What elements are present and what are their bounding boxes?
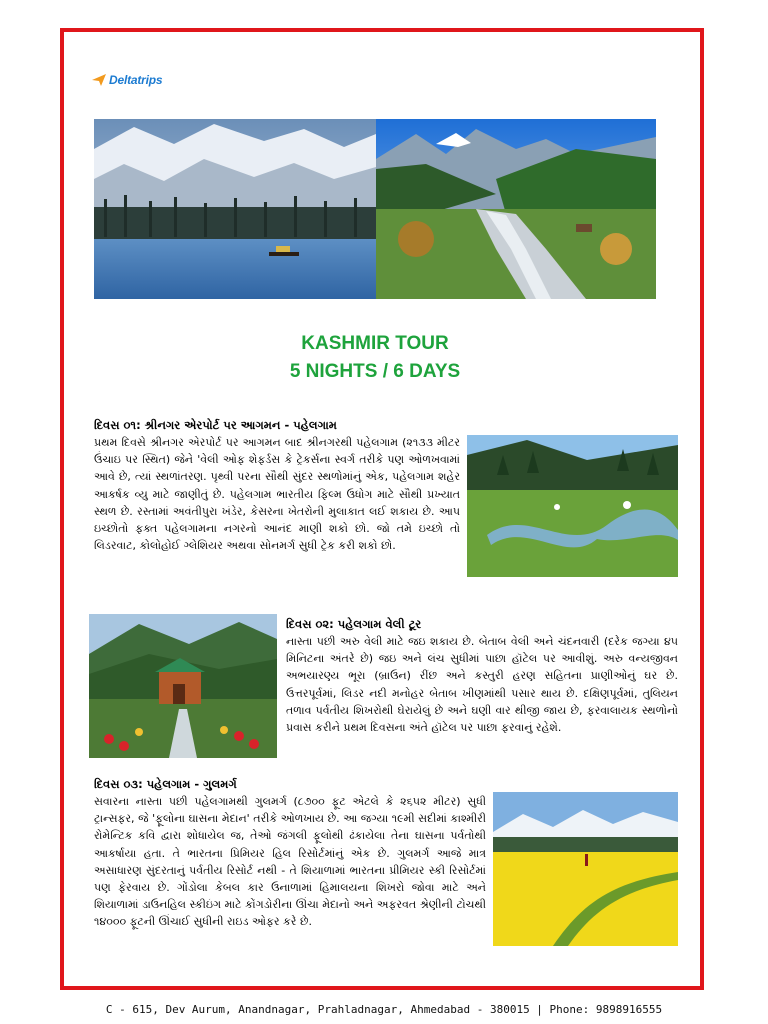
- valley-river-image: [376, 119, 656, 299]
- day-1-heading: દિવસ ૦૧: શ્રીનગર એરપોર્ટ પર આગમન - પહેલગામ: [94, 418, 337, 432]
- day-2-body: નાસ્તા પછી અરુ વેલી માટે જઇ શકાય છે. બેતાબ વેલી અને ચંદનવારી (દરેક જગ્યા ૪૫ મિનિટના અંતરે છે) જઇ અને લંચ સુધીમાં પાછા હૉટેલ પર આવીશું. અરુ વન્યજીવન અભયારણ્ય ભૂરા (બ્રાઉન) રીંછ અને કસ્તુરી હરણ સહિતના પ્રાણીઓનું ઘર છે. ઉત્તરપૂર્વમાં, લિડર નદી મનોહર બેતાબ ખીણમાંથી પસાર થાય છે. દક્ષિણપૂર્વમાં, તુલિયન તળાવ પર્વતીય શિખરોથી ઘેરાયેલું છે અને ઘણી વાર થીજી જાય છે, ફરવાલાયક સ્થળોનો પ્રવાસ કરીને પ્રથમ દિવસના અંતે હૉટેલ પર પાછા ફરવાનું રહેશે.: [286, 635, 678, 735]
- footer-address: C - 615, Dev Aurum, Anandnagar, Prahladnagar, Ahmedabad - 380015 | Phone: 9898916555: [105, 1003, 663, 1016]
- day-1-body: પ્રથમ દિવસે શ્રીનગર એરપોર્ટ પર આગમન બાદ શ્રીનગરથી પહેલગામ (૨૧૩૩ મીટર ઉંચાઇ પર સ્થિત) જેને 'વેલી ઓફ શેફર્ડસ કે ટ્રેકર્સના સ્વર્ગ તરીકે પણ ઓળખવામાં આવે છે, ત્યાં સ્થળાંતરણ. પૃથ્વી પરના સૌથી સુંદર સ્થળોમાંનું એક, પહેલગામ શહેર આકર્ષક વ્યુ માટે જાણીતું છે. પહેલગામ ભારતીય ફિલ્મ ઉધોગ માટે સૌથી પ્રખ્યાત સ્થળ છે. રસ્તામાં અવંતીપુરા ખંડેર, કેસરના ખેતરોની મુલાકાત લઈ શકાય છે. આપ ઇચ્છોતો ફક્ત પહેલગામના નગરનો આનંદ માણી શકો છો. જો તમે ઇચ્છો તો લિડરવાટ, કોલોહોઈ ગ્લેશિયર અથવા સોનમર્ગ સુધી ટ્રેક કરી શકો છો.: [94, 436, 460, 553]
- brand-logo[interactable]: [92, 70, 162, 90]
- day-2-heading: દિવસ ૦૨: પહેલગામ વેલી ટૂર: [286, 617, 422, 631]
- brand-name: Deltatrips: [109, 73, 163, 87]
- pahalgam-valley-image: [467, 435, 678, 577]
- day-2-section: [286, 615, 678, 736]
- gulmarg-meadow-image: [493, 792, 678, 946]
- hero-banner: [94, 119, 656, 299]
- day-3-section: [94, 775, 486, 931]
- paper-plane-icon: [92, 74, 106, 86]
- day-1-section: [94, 416, 460, 554]
- dal-lake-image: [94, 119, 376, 299]
- tour-title: KASHMIR TOUR: [301, 333, 449, 354]
- day-3-body: સવારના નાસ્તા પછી પહેલગામથી ગુલમર્ગ (૮૭૦૦ ફૂટ એટલે કે ૨૬૫૨ મીટર) સુધી ટ્રાન્સફર, જે 'ફૂલોના ઘાસના મેદાન' તરીકે ઓળખાય છે. આ જગ્યા ૧૯મી સદીમાં કાશ્મીરી રોમેન્ટિક કવિ દ્વારા શોધાયેલ જ, તેઓ જંગલી ફૂલોથી ઢંકાયેલા તેના ઘાસના પર્વતોથી આકર્ષાયા હતા. તે ભારતના પ્રિમિયર હિલ રિસોર્ટમાંનું એક છે. ગુલમર્ગ આજે માત્ર અસાધારણ સુંદરતાનું પર્વતીય રિસોર્ટ નથી - તે શિયાળામાં ભારતના પ્રીમિયર સ્કી રિસોર્ટમાં પણ ફેરવાય છે. ગોંડોલા કેબલ કાર ઉનાળામાં હિમાલયના શિખરો જોવા માટે અને શિયાળામાં ડાઉનહિલ સ્કીઇંગ માટે કોંગડોરીના ઊંચા મેદાનો અને અફરવત શ્રેણીની ટોચથી ૧૪૦૦૦ ફૂટની ઊંચાઈ સુધીની રાઇડ ઓફર કરે છે.: [94, 795, 486, 929]
- tour-duration: 5 NIGHTS / 6 DAYS: [289, 361, 461, 382]
- day-3-heading: દિવસ ૦૩: પહેલગામ - ગુલમર્ગ: [94, 777, 237, 791]
- mughal-garden-image: [89, 614, 277, 758]
